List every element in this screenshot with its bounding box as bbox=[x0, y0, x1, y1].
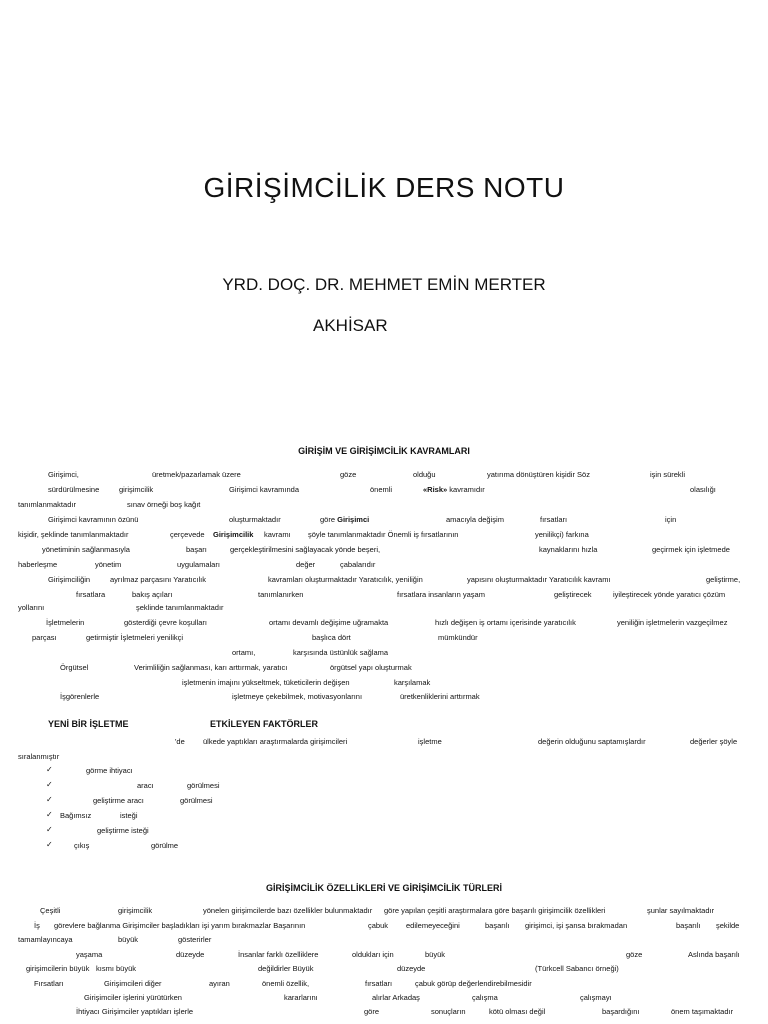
text-fragment: yönetiminin sağlanmasıyla bbox=[42, 545, 130, 554]
text-fragment: düzeyde bbox=[397, 964, 426, 973]
text-fragment: getirmiştir İşletmeleri yenilikçi bbox=[86, 633, 184, 642]
text-fragment: olasılığı bbox=[690, 485, 716, 494]
text-fragment: amacıyla değişim bbox=[446, 515, 504, 524]
list-item: görülme bbox=[151, 841, 179, 850]
text-fragment: Verimliliğin sağlanması, karı arttırmak, yaratıcı bbox=[134, 663, 288, 672]
text-fragment: karşısında üstünlük sağlama bbox=[293, 648, 389, 657]
list-item: isteği bbox=[120, 811, 138, 820]
text-fragment: büyük bbox=[425, 950, 446, 959]
checkmark-icon: ✓ bbox=[46, 780, 53, 789]
list-item: görme ihtiyacı bbox=[86, 766, 133, 775]
entrepreneur-term: göre Girişimci bbox=[320, 515, 370, 524]
text-fragment: kavramı bbox=[264, 530, 291, 539]
list-item: aracı bbox=[137, 781, 154, 790]
text-fragment: iyileştirecek yönde yaratıcı çözüm bbox=[613, 590, 726, 599]
text-fragment: geliştirme, bbox=[706, 575, 741, 584]
text-fragment: Girişimcileri diğer bbox=[104, 979, 162, 988]
list-item: Bağımsız bbox=[60, 811, 92, 820]
list-item: geliştirme aracı bbox=[93, 796, 144, 805]
text-fragment: girişimcilik bbox=[119, 485, 154, 494]
text-fragment: çabalarıdır bbox=[340, 560, 376, 569]
text-fragment: göre bbox=[364, 1007, 380, 1016]
text-fragment: çalışmayı bbox=[580, 993, 612, 1002]
document-title: GİRİŞİMCİLİK DERS NOTU bbox=[203, 172, 565, 203]
text-fragment: fırsatları bbox=[365, 979, 393, 988]
text-fragment: başardığını bbox=[602, 1007, 640, 1016]
text-fragment: ortamı, bbox=[232, 648, 256, 657]
text-fragment: şeklinde tanımlanmaktadır bbox=[136, 603, 224, 612]
risk-term: «Risk» kavramıdır bbox=[423, 485, 485, 494]
text-fragment: (Türkcell Sabancı örneği) bbox=[535, 964, 619, 973]
text-fragment: çerçevede bbox=[170, 530, 205, 539]
text-fragment: başarı bbox=[186, 545, 207, 554]
text-fragment: Girişimciliğin bbox=[48, 575, 91, 584]
text-fragment: yaşama bbox=[76, 950, 103, 959]
list-item: çıkış bbox=[74, 841, 90, 850]
text-fragment: sınav örneği boş kağıt bbox=[127, 500, 201, 509]
text-fragment: Girişimciler işlerini yürütürken bbox=[84, 993, 182, 1002]
text-fragment: haberleşme bbox=[18, 560, 58, 569]
text-fragment: fırsatları bbox=[540, 515, 568, 524]
text-fragment: göze bbox=[626, 950, 643, 959]
text-fragment: çabuk bbox=[368, 921, 389, 930]
list-item: geliştirme isteği bbox=[97, 826, 149, 835]
text-fragment: önemli özellik, bbox=[262, 979, 310, 988]
text-fragment: önemli bbox=[370, 485, 393, 494]
text-fragment: karşılamak bbox=[394, 678, 431, 687]
text-fragment: gerçekleştirilmesini sağlayacak yönde beşeri, bbox=[230, 545, 381, 554]
text-fragment: için bbox=[665, 515, 677, 524]
text-fragment: göze bbox=[340, 470, 357, 479]
text-fragment: sürdürülmesine bbox=[48, 485, 100, 494]
text-fragment: üretkenliklerini arttırmak bbox=[400, 692, 480, 701]
section-heading-concepts: GİRİŞİM VE GİRİŞİMCİLİK KAVRAMLARI bbox=[298, 446, 470, 456]
text-fragment: değer bbox=[296, 560, 316, 569]
text-fragment: gösterirler bbox=[178, 935, 212, 944]
text-fragment: geçirmek için işletmede bbox=[652, 545, 730, 554]
list-item: görülmesi bbox=[180, 796, 213, 805]
text-fragment: işletmenin imajını yükseltmek, tüketicilerin değişen bbox=[182, 678, 350, 687]
text-fragment: göre yapılan çeşitli araştırmalara göre başarılı girişimcilik özellikleri bbox=[384, 906, 606, 915]
text-fragment: kavramları oluşturmaktadır Yaratıcılık, yeniliğin bbox=[268, 575, 423, 584]
text-fragment: Girişimci kavramının özünü bbox=[48, 515, 139, 524]
text-fragment: başlıca dört bbox=[312, 633, 351, 642]
text-fragment: hızlı değişen iş ortamı içerisinde yaratıcılık bbox=[435, 618, 576, 627]
text-fragment: girişimcilerin büyük bbox=[26, 964, 90, 973]
text-fragment: çabuk görüp değerlendirebilmesidir bbox=[415, 979, 532, 988]
text-fragment: büyük bbox=[118, 935, 139, 944]
text-fragment: şunlar sayılmaktadır bbox=[647, 906, 715, 915]
text-fragment: işletme bbox=[418, 737, 442, 746]
text-fragment: mümkündür bbox=[438, 633, 478, 642]
text-fragment: yönetim bbox=[95, 560, 122, 569]
text-fragment: Fırsatları bbox=[34, 979, 64, 988]
text-fragment: tanımlanmaktadır bbox=[18, 500, 76, 509]
text-fragment: fırsatlara bbox=[76, 590, 106, 599]
text-fragment: Örgütsel bbox=[60, 663, 89, 672]
text-fragment: Aslında başarılı bbox=[688, 950, 740, 959]
text-fragment: oldukları için bbox=[352, 950, 394, 959]
text-fragment: bakış açıları bbox=[132, 590, 173, 599]
text-fragment: yollarını bbox=[18, 603, 45, 612]
text-fragment: İşgörenlerle bbox=[60, 692, 100, 701]
text-fragment: başarılı bbox=[676, 921, 701, 930]
text-fragment: ülkede yaptıkları araştırmalarda girişimcileri bbox=[203, 737, 348, 746]
text-fragment: alırlar Arkadaş bbox=[372, 993, 420, 1002]
checkmark-icon: ✓ bbox=[46, 810, 53, 819]
text-fragment: Girişimci, bbox=[48, 470, 79, 479]
text-fragment: fırsatlara insanların yaşam bbox=[397, 590, 485, 599]
text-fragment: girişimci, işi şansa bırakmadan bbox=[525, 921, 628, 930]
text-fragment: 'de bbox=[175, 737, 185, 746]
place-line: AKHİSAR bbox=[313, 316, 388, 335]
author-line: YRD. DOÇ. DR. MEHMET EMİN MERTER bbox=[222, 275, 546, 294]
text-fragment: yenilikçi) farkına bbox=[535, 530, 589, 539]
text-fragment: geliştirecek bbox=[554, 590, 592, 599]
text-fragment: çalışma bbox=[472, 993, 498, 1002]
text-fragment: kaynaklarını hızla bbox=[539, 545, 598, 554]
text-fragment: İşletmelerin bbox=[46, 618, 85, 627]
text-fragment: uygulamaları bbox=[177, 560, 220, 569]
section-heading-new-business: YENİ BİR İŞLETME bbox=[48, 719, 129, 729]
checkmark-icon: ✓ bbox=[46, 795, 53, 804]
text-fragment: kısmı büyük bbox=[96, 964, 137, 973]
text-fragment: değerler şöyle bbox=[690, 737, 738, 746]
text-fragment: Çeşitli bbox=[40, 906, 61, 915]
checkmark-icon: ✓ bbox=[46, 840, 53, 849]
text-fragment: kişidir, şeklinde tanımlanmaktadır bbox=[18, 530, 129, 539]
text-fragment: görevlere bağlanma Girişimciler başladıkları işi yarım bırakmazlar Başarının bbox=[54, 921, 306, 930]
checkmark-icon: ✓ bbox=[46, 765, 53, 774]
text-fragment: tanımlanırken bbox=[258, 590, 304, 599]
text-fragment: girişimcilik bbox=[118, 906, 153, 915]
text-fragment: başarılı bbox=[485, 921, 510, 930]
text-fragment: ayıran bbox=[209, 979, 230, 988]
text-fragment: düzeyde bbox=[176, 950, 205, 959]
text-fragment: örgütsel yapı oluşturmak bbox=[330, 663, 412, 672]
text-fragment: değerin olduğunu saptamışlardır bbox=[538, 737, 646, 746]
text-fragment: şöyle tanımlanmaktadır Önemli iş fırsatlarının bbox=[308, 530, 459, 539]
section-heading-characteristics: GİRİŞİMCİLİK ÖZELLİKLERİ VE GİRİŞİMCİLİK TÜRLERİ bbox=[266, 883, 502, 893]
text-fragment: yapısını oluşturmaktadır Yaratıcılık kavramı bbox=[467, 575, 611, 584]
text-fragment: şekilde bbox=[716, 921, 740, 930]
text-fragment: oluşturmaktadır bbox=[229, 515, 281, 524]
text-fragment: önem taşımaktadır bbox=[671, 1007, 734, 1016]
text-fragment: İnsanlar farklı özelliklere bbox=[238, 950, 319, 959]
text-fragment: olduğu bbox=[413, 470, 436, 479]
text-fragment: işin sürekli bbox=[650, 470, 686, 479]
text-fragment: yatırıma dönüştüren kişidir Söz bbox=[487, 470, 590, 479]
text-fragment: Girişimci kavramında bbox=[229, 485, 300, 494]
text-fragment: yeniliğin işletmelerin vazgeçilmez bbox=[617, 618, 728, 627]
checkmark-icon: ✓ bbox=[46, 825, 53, 834]
section-heading-factors: ETKİLEYEN FAKTÖRLER bbox=[210, 719, 319, 729]
text-fragment: üretmek/pazarlamak üzere bbox=[152, 470, 241, 479]
text-fragment: kötü olması değil bbox=[489, 1007, 546, 1016]
text-fragment: sıralanmıştır bbox=[18, 752, 60, 761]
text-fragment: edilemeyeceğini bbox=[406, 921, 460, 930]
text-fragment: gösterdiği çevre koşulları bbox=[124, 618, 207, 627]
text-fragment: tamamlayıncaya bbox=[18, 935, 73, 944]
text-fragment: kararlarını bbox=[284, 993, 318, 1002]
text-fragment: İhtiyacı Girişimciler yaptıkları işlerle bbox=[76, 1007, 194, 1016]
text-fragment: ortamı devamlı değişime uğramakta bbox=[269, 618, 389, 627]
entrepreneurship-term: Girişimcilik bbox=[213, 530, 254, 539]
text-fragment: parçası bbox=[32, 633, 57, 642]
text-fragment: ayrılmaz parçasını Yaratıcılık bbox=[110, 575, 207, 584]
text-fragment: İş bbox=[34, 921, 40, 930]
text-fragment: sonuçların bbox=[431, 1007, 466, 1016]
list-item: görülmesi bbox=[187, 781, 220, 790]
text-fragment: değildirler Büyük bbox=[258, 964, 314, 973]
text-fragment: işletmeye çekebilmek, motivasyonlarını bbox=[232, 692, 363, 701]
text-fragment: yönelen girişimcilerde bazı özellikler bulunmaktadır bbox=[203, 906, 373, 915]
